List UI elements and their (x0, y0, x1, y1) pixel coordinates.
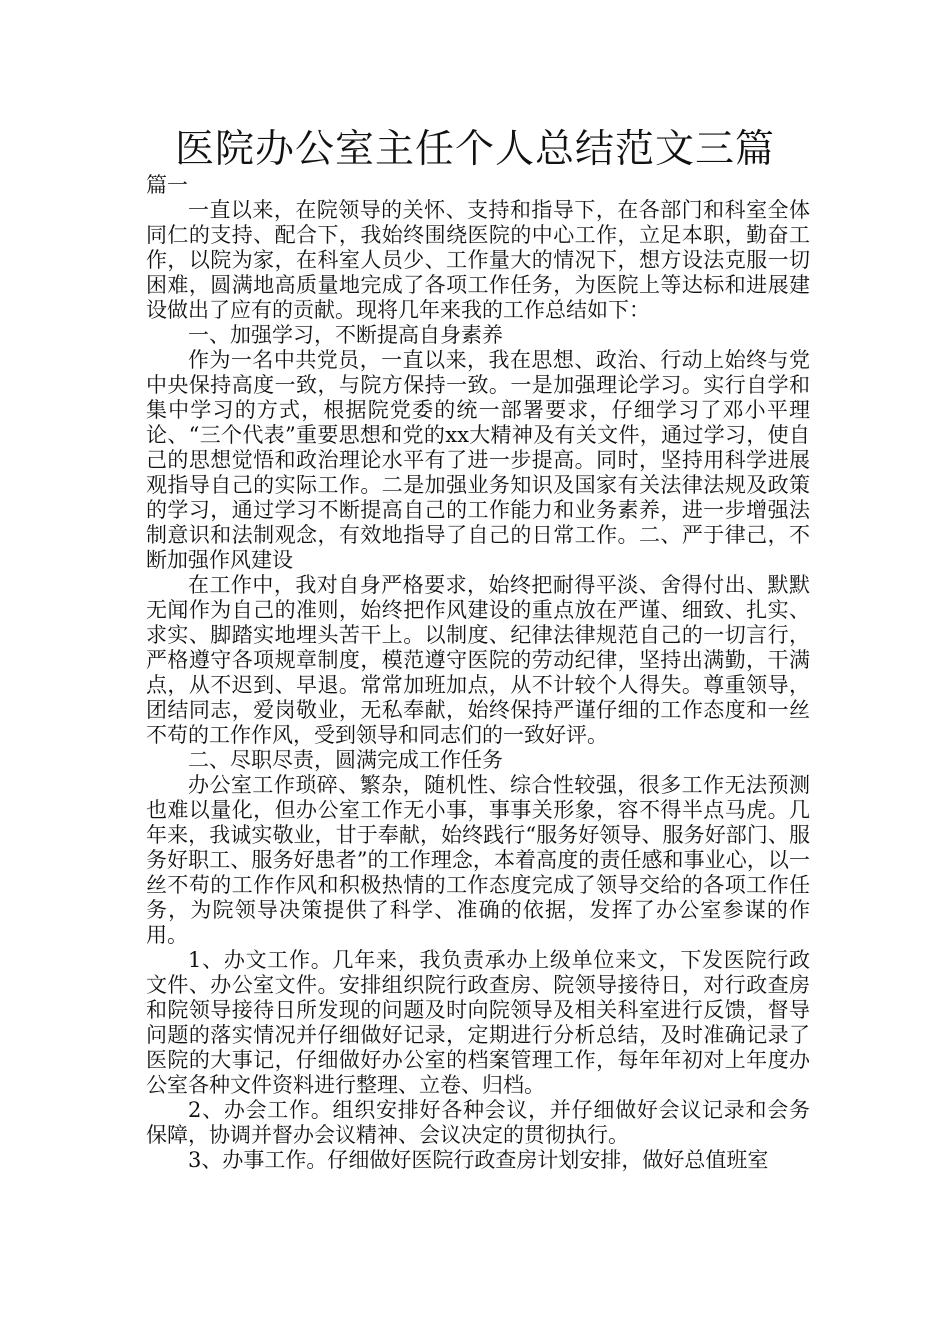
section-label: 篇一 (146, 173, 188, 197)
body-paragraph: 2、办会工作。组织安排好各种会议，并仔细做好会议记录和会务保障，协调并督办会议精神、会议决定的贯彻执行。 (146, 1098, 810, 1147)
section-heading: 一、加强学习，不断提高自身素养 (188, 323, 503, 347)
document-body (146, 173, 810, 1173)
body-paragraph: 1、办文工作。几年来，我负责承办上级单位来文，下发医院行政文件、办公室文件。安排组织院行政查房、院领导接待日，对行政查房和院领导接待日所发现的问题及时向院领导及相关科室进行反馈，督导问题的落实情况并仔细做好记录，定期进行分析总结，及时准确记录了医院的大事记，仔细做好办公室的档案管理工作，每年年初对上年度办公室各种文件资料进行整理、立卷、归档。 (146, 948, 810, 1097)
body-paragraph: 作为一名中共党员，一直以来，我在思想、政治、行动上始终与党中央保持高度一致，与院方保持一致。一是加强理论学习。实行自学和集中学习的方式，根据院党委的统一部署要求，仔细学习了邓小平理论、“三个代表”重要思想和党的xx大精神及有关文件，通过学习，使自己的思想觉悟和政治理论水平有了进一步提高。同时，坚持用科学进展观指导自己的实际工作。二是加强业务知识及国家有关法律法规及政策的学习，通过学习不断提高自己的工作能力和业务素养，进一步增强法制意识和法制观念，有效地指导了自己的日常工作。二、严于律己，不断加强作风建设 (146, 348, 810, 572)
document-title: 医院办公室主任个人总结范文三篇 (174, 127, 775, 172)
body-paragraph: 3、办事工作。仔细做好医院行政查房计划安排，做好总值班室 (188, 1148, 769, 1172)
body-paragraph: 办公室工作琐碎、繁杂，随机性、综合性较强，很多工作无法预测也难以量化，但办公室工作无小事，事事关形象，容不得半点马虎。几年来，我诚实敬业，甘于奉献，始终践行“服务好领导、服务好部门、服务好职工、服务好患者”的工作理念，本着高度的责任感和事业心，以一丝不苟的工作作风和积极热情的工作态度完成了领导交给的各项工作任务，为院领导决策提供了科学、准确的依据，发挥了办公室参谋的作用。 (146, 773, 810, 947)
section-heading: 二、尽职尽责，圆满完成工作任务 (188, 748, 503, 772)
body-paragraph: 一直以来，在院领导的关怀、支持和指导下，在各部门和科室全体同仁的支持、配合下，我始终围绕医院的中心工作，立足本职，勤奋工作，以院为家，在科室人员少、工作量大的情况下，想方设法克服一切困难，圆满地高质量地完成了各项工作任务，为医院上等达标和进展建设做出了应有的贡献。现将几年来我的工作总结如下： (146, 198, 810, 322)
body-paragraph: 在工作中，我对自身严格要求，始终把耐得平淡、舍得付出、默默无闻作为自己的准则，始终把作风建设的重点放在严谨、细致、扎实、求实、脚踏实地埋头苦干上。以制度、纪律法律规范自己的一切言行，严格遵守各项规章制度，模范遵守医院的劳动纪律，坚持出满勤，干满点，从不迟到、早退。常常加班加点，从不计较个人得失。尊重领导，团结同志，爱岗敬业，无私奉献，始终保持严谨仔细的工作态度和一丝不苟的工作作风，受到领导和同志们的一致好评。 (146, 573, 810, 747)
